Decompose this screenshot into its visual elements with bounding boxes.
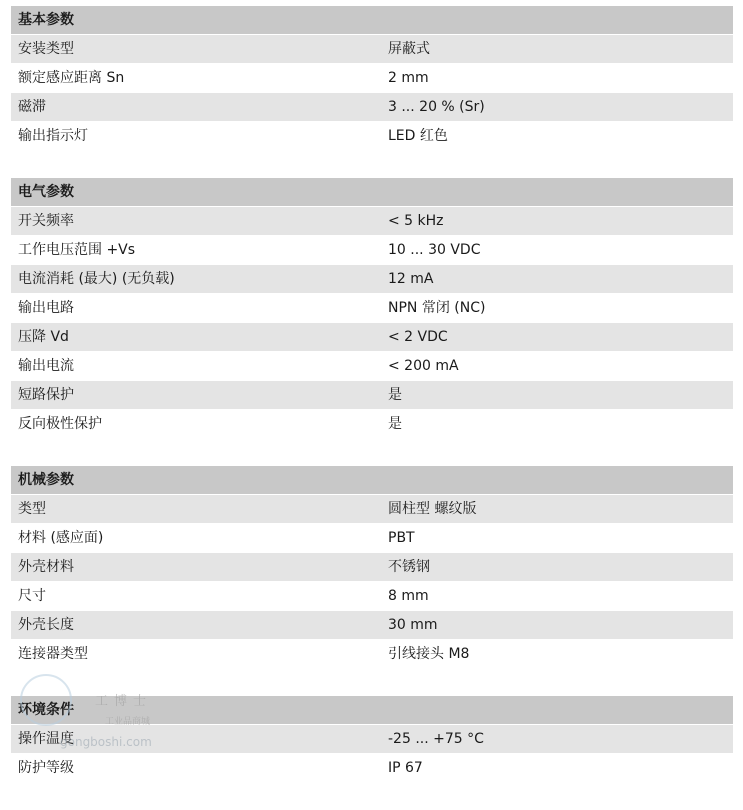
watermark-brand: 工博士 [95,694,153,709]
spec-label: 输出电路 [18,300,74,316]
spec-row [11,640,733,669]
spec-label: 外壳长度 [18,617,74,633]
spec-label: 磁滞 [18,99,46,115]
spec-value: 3 ... 20 % (Sr) [388,99,485,115]
spec-row [11,725,733,754]
spec-label: 外壳材料 [18,559,74,575]
spec-value: < 2 VDC [388,329,448,345]
spec-row [11,524,733,553]
spec-label: 压降 Vd [18,329,69,345]
spec-label: 反向极性保护 [18,416,102,432]
spec-row [11,495,733,524]
spec-section-basic [11,6,733,151]
spec-value: 30 mm [388,617,438,633]
spec-label: 额定感应距离 Sn [18,70,125,86]
section-header: 电气参数 [11,178,733,207]
spec-row [11,553,733,582]
spec-row [11,754,733,783]
spec-row [11,35,733,64]
spec-row [11,582,733,611]
spec-label: 类型 [18,501,46,517]
spec-label: 操作温度 [18,731,74,747]
spec-value: IP 67 [388,760,423,776]
spec-row [11,236,733,265]
spec-value: 2 mm [388,70,429,86]
section-header: 机械参数 [11,466,733,495]
spec-value: 圆柱型 螺纹版 [388,501,477,517]
spec-value: < 200 mA [388,358,459,374]
spec-label: 输出指示灯 [18,128,88,144]
watermark-url: gongboshi.com [60,735,152,749]
spec-label: 输出电流 [18,358,74,374]
spec-value: 是 [388,387,402,403]
spec-row [11,352,733,381]
spec-section-mechanical [11,466,733,669]
spec-label: 安装类型 [18,41,74,57]
spec-row [11,294,733,323]
watermark-subtitle: 工业品商城 [105,717,151,727]
section-header: 环境条件 [11,696,733,725]
spec-row [11,93,733,122]
spec-value: 引线接头 M8 [388,646,470,662]
spec-value: 屏蔽式 [388,41,430,57]
spec-row [11,611,733,640]
spec-label: 尺寸 [18,588,46,604]
spec-label: 材料 (感应面) [18,530,104,546]
spec-label: 开关频率 [18,213,74,229]
spec-value: -25 ... +75 °C [388,731,484,747]
spec-sheet [11,6,733,810]
spec-value: PBT [388,530,415,546]
spec-value: 10 ... 30 VDC [388,242,481,258]
spec-section-electrical [11,178,733,439]
spec-label: 短路保护 [18,387,74,403]
spec-row [11,381,733,410]
spec-section-environment [11,696,733,783]
spec-label: 连接器类型 [18,646,88,662]
spec-value: LED 红色 [388,128,448,144]
spec-row [11,207,733,236]
spec-value: NPN 常闭 (NC) [388,300,486,316]
spec-row [11,64,733,93]
spec-value: 12 mA [388,271,434,287]
spec-row [11,122,733,151]
spec-row [11,265,733,294]
spec-label: 工作电压范围 +Vs [18,242,136,258]
spec-value: 8 mm [388,588,429,604]
section-header: 基本参数 [11,6,733,35]
spec-row [11,410,733,439]
spec-label: 防护等级 [18,760,74,776]
spec-value: < 5 kHz [388,213,444,229]
spec-row [11,323,733,352]
spec-value: 是 [388,416,402,432]
spec-label: 电流消耗 (最大) (无负载) [18,271,175,287]
spec-value: 不锈钢 [388,559,430,575]
